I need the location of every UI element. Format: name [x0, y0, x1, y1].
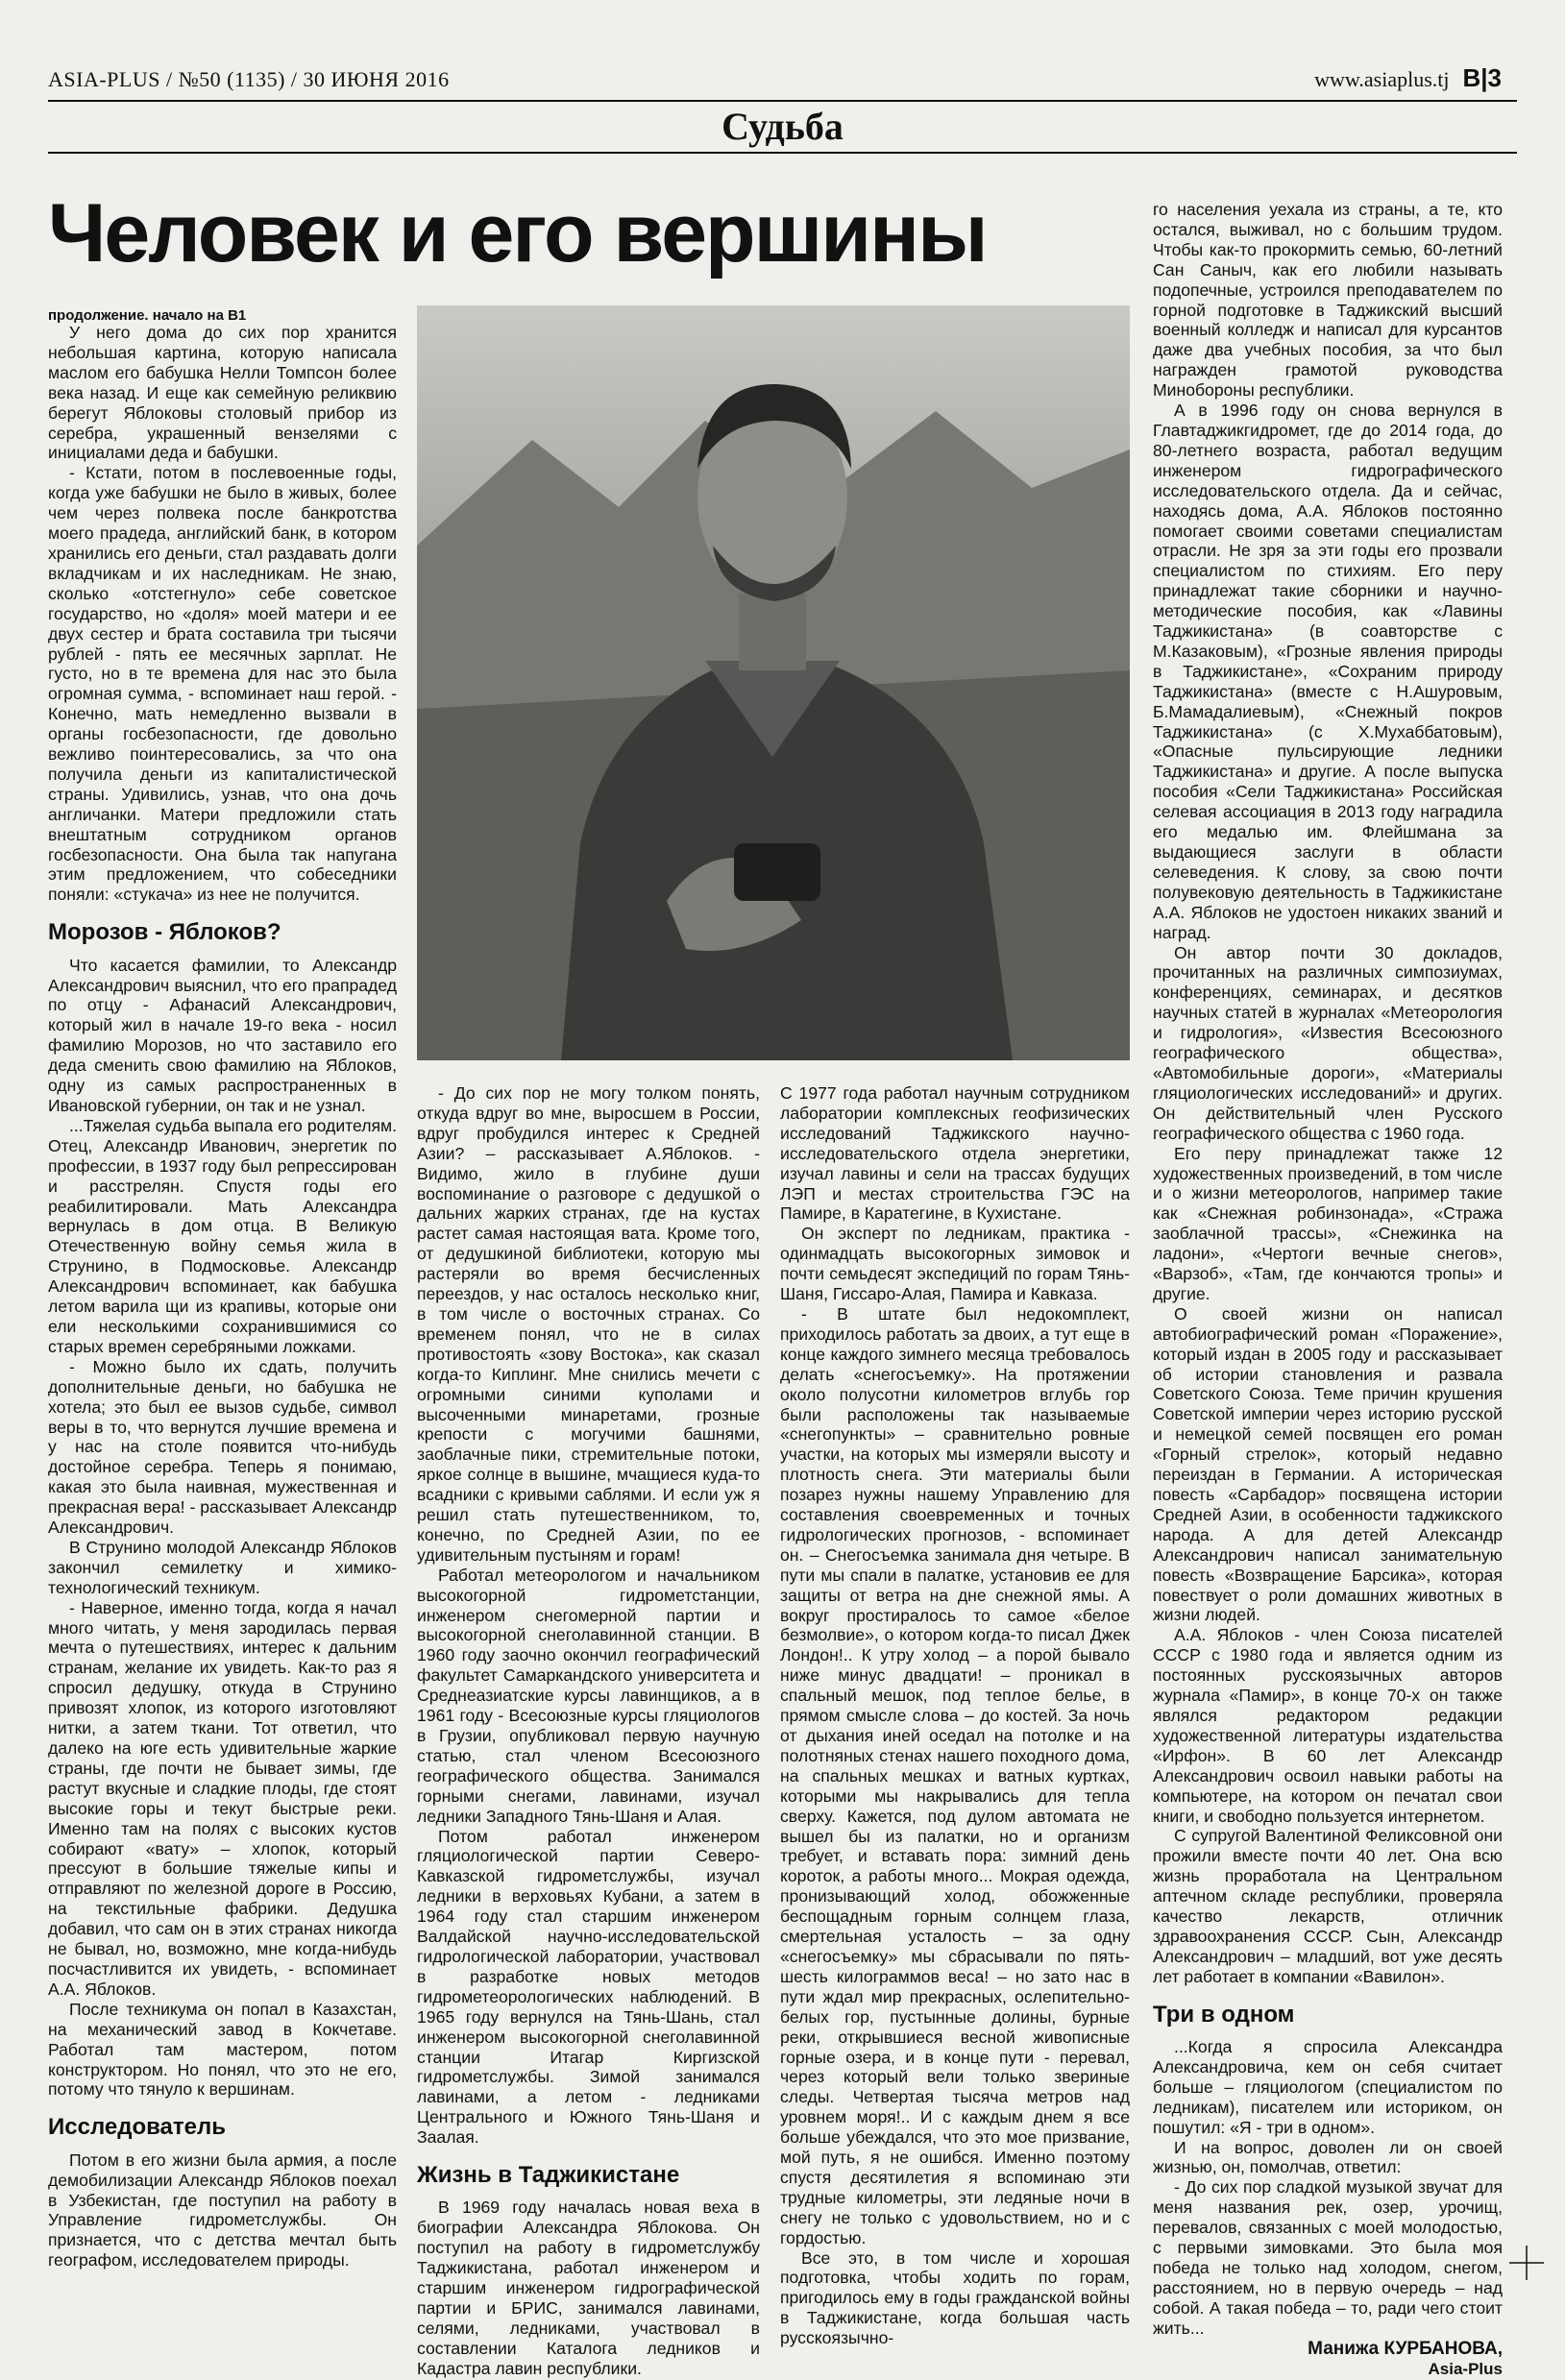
- subheading: Морозов - Яблоков?: [48, 919, 281, 946]
- paragraph: Все это, в том числе и хорошая подготовка, чтобы ходить по горам, пригодилось ему в годы гражданской войны в Таджикистане, когда большая часть русскоязычно-: [780, 2247, 1130, 2348]
- column-1: [48, 323, 397, 2271]
- paragraph: У него дома до сих пор хранится небольшая картина, которую написала маслом его бабушка Нелли Томпсон более века назад. И еще как семейную реликвию берегут Яблоковы столовый прибор из серебра, украшенный вензелями с инициалами деда и бабушки.: [48, 323, 397, 463]
- continuation-note: продолжение. начало на В1: [48, 307, 247, 324]
- paragraph: - Кстати, потом в послевоенные годы, когда уже бабушки не было в живых, более чем через полвека после банкротства моего прадеда, английский банк, в котором хранились его деньги, стал раздавать долги вкладчикам и их наследникам. Не знаю, сколько «отстегнуло» себе советское государство, но «доля» моей матери и ее двух сестер и брата составила три тысячи рублей - пять ее месячных зарплат. Не густо, но в те времена для нас это была огромная сумма, - вспоминает наш герой. - Конечно, мать немедленно вызвали в органы госбезопасности, где довольно вежливо поинтересовались, за что она получила деньги из капиталистической страны. Удивились, узнав, что она дочь англичанки. Матери предложили стать внештатным сотрудником органов госбезопасности. Она была так напугана этим предложением, что собеседники поняли: «стукача» из нее не получится.: [48, 463, 397, 905]
- paragraph: Он автор почти 30 докладов, прочитанных на различных симпозиумах, конференциях, семинарах, и десятков научных статей в журналах «Метеорология и гидрология», «Известия Всесоюзного географического общества», «Автомобильные дороги», «Материалы гляциологических исследований» и других. Он действительный член Русского географического общества с 1960 года.: [1153, 942, 1503, 1143]
- paragraph: го населения уехала из страны, а те, кто остался, выживал, но с большим трудом. Чтобы как-то прокормить семью, 60-летний Сан Саныч, как его любили называть подопечные, устроился преподавателем по горной подготовке в Таджикский высший военный колледж и написал для курсантов даже два учебных пособия, за что был награжден грамотой руководства Минобороны республики.: [1153, 200, 1503, 401]
- site-url[interactable]: www.asiaplus.tj: [1314, 67, 1450, 91]
- portrait-illustration: [417, 305, 1130, 1060]
- registration-mark-icon: [1509, 2246, 1544, 2280]
- paragraph: ...Тяжелая судьба выпала его родителям. Отец, Александр Иванович, энергетик по профессии, в 1937 году был репрессирован и расстрелян. Спустя годы его реабилитировали. Мать Александра вернулась в дом отца. В Великую Отечественную войну семья жила в Струнино, в Подмосковье. Александр Александрович вспоминает, как бабушка летом варила щи из крапивы, которые они ели несколькими сохранившимися со старых времен серебряными ложками.: [48, 1115, 397, 1356]
- subheading: Исследователь: [48, 2114, 227, 2141]
- paragraph: После техникума он попал в Казахстан, на механический завод в Кокчетаве. Работал там мастером, потом конструктором. Но понял, что это не его, потому что тянуло к вершинам.: [48, 1999, 397, 2100]
- paragraph: - До сих пор не могу толком понять, откуда вдруг во мне, выросшем в России, вдруг пробудился интерес к Средней Азии? – рассказывает А.Яблоков. - Видимо, жило в глубине души воспоминание о разговоре с дедушкой о дальних жарких странах, где на кустах растет самая настоящая вата. Кроме того, от дедушкиной библиотеки, которую мы растеряли во время бесчисленных переездов, у нас осталось несколько книг, в том числе о восточных странах. Со временем понял, что не в силах противостоять «зову Востока», как сказал когда-то Киплинг. Мне снились мечети с огромными синими куполами и высоченными минаретами, грозные крепости с могучими башнями, заоблачные пики, стремительные потоки, яркое солнце в вышине, мчащиеся куда-то всадники с кривыми саблями. И если уж я решил стать путешественником, то, конечно, по Средней Азии, по ее удивительным пустыням и горам!: [417, 1083, 760, 1565]
- author-signature: Манижа КУРБАНОВА,: [1308, 2338, 1503, 2359]
- issue-info: ASIA-PLUS / №50 (1135) / 30 ИЮНЯ 2016: [48, 67, 450, 91]
- paragraph: - Можно было их сдать, получить дополнительные деньги, но бабушка не хотела; это был ее вызов судьбе, символ веры в то, что вернутся лучшие времена и у нас на столе появится что-нибудь достойное серебра. Теперь я понимаю, какая это была наивная, мужественная и прекрасная вера! - рассказывает Александр Александрович.: [48, 1356, 397, 1538]
- paragraph: Потом в его жизни была армия, а после демобилизации Александр Яблоков поехал в Узбекистан, где поступил на работу в Управление гидрометслужбы. Он признается, что с детства мечтал быть географом, исследователем природы.: [48, 2149, 397, 2271]
- paragraph: С супругой Валентиной Феликсовной они прожили вместе почти 40 лет. Она всю жизнь проработала на Центральном аптечном складе республики, проверяла качество лекарств, отличник здравоохранения СССР. Сын, Александр Александрович – младший, вот уже десять лет работает в компании «Вавилон».: [1153, 1826, 1503, 1986]
- paragraph: О своей жизни он написал автобиографический роман «Поражение», который издан в 2005 году и рассказывает об истории становления и развала Советского Союза. Теме причин крушения Советской империи через историю русской и немецкой семей посвящен его роман «Горный стрелок», который недавно переиздан в Германии. А историческая повесть «Сарбадор» посвящена истории Средней Азии, в особенности таджикского народа. А для детей Александр Александрович написал занимательную повесть «Возвращение Барсика», которая повествует о роли домашних животных в жизни людей.: [1153, 1303, 1503, 1625]
- paragraph: ...Когда я спросила Александра Александровича, кем он себя считает больше – гляциологом (специалистом по ледникам), писателем или историком, он пошутил: «Я - три в одном».: [1153, 2037, 1503, 2137]
- paragraph: - В штате был недокомплект, приходилось работать за двоих, а тут еще в конце каждого зимнего месяца требовалось делать «снегосъемку». На протяжении около полусотни километров вглубь гор были расположены так называемые «снегопункты» – сравнительно ровные участки, на которых мы измеряли высоту и плотность снега. Эти материалы были позарез нужны нашему Управлению для составления своевременных и точных гидрологических прогнозов, - вспоминает он. – Снегосъемка занимала дня четыре. В пути мы спали в палатке, установив ее для защиты от ветра на дне снежной ямы. А вокруг простиралось то самое «белое безмолвие», о котором когда-то писал Джек Лондон!.. К утру холод – а порой бывало ниже минус двадцати! – проникал в спальный мешок, под теплое белье, в прямом смысле слова – до костей. За ночь от дыхания иней оседал на потолке и на полотняных стенах нашего походного дома, на спальных мешках и ватных куртках, которыми мы накрывались для тепла сверху. Кажется, под дулом автомата не вышел бы из палатки, но и организм требует, и вставать пора: зимний день короток, а работы много... Мокрая одежда, пронизывающий холод, обожженные беспощадным горным солнцем глаза, смертельная усталость – за одну «снегосъемку» мы сбрасывали по пять-шесть килограммов веса! – но зато нас в пути ждал мир прекрасных, ослепительно-белых гор, пустынные долины, бурные реки, открывшиеся весной живописные горные озера, и в конце пути - перевал, через который вели только звериные следы. Четвертая тысяча метров над уровнем моря!.. И с каждым днем я все больше убеждался, что это мое призвание, мой путь, я не ошибся. Именно поэтому спустя десятилетия я вспоминаю эти трудные километры, эти ледяные ночи в снегу не только с удовольствием, но и с гордостью.: [780, 1303, 1130, 2247]
- subheading: Жизнь в Таджикистане: [417, 2162, 680, 2189]
- paragraph: И на вопрос, доволен ли он своей жизнью, он, помолчав, ответил:: [1153, 2137, 1503, 2177]
- column-3: [780, 1083, 1130, 2348]
- column-4: [1153, 200, 1503, 2380]
- header-right: [1314, 63, 1502, 93]
- paragraph: Его перу принадлежат также 12 художественных произведений, в том числе и о жизни метеорологов, например такие как «Снежная робинзонада», «Стража заоблачной трассы», «Снежинка на ладони», «Чертоги вечные снегов», «Варзоб», «Там, где кончаются тропы» и другие.: [1153, 1143, 1503, 1303]
- header-rule-bottom: [48, 152, 1517, 154]
- column-2: [417, 1083, 760, 2379]
- article-title: Человек и его вершины: [48, 187, 987, 279]
- paragraph: Что касается фамилии, то Александр Александрович выяснил, что его прапрадед по отцу - Афанасий Александрович, который жил в начале 19-го века - носил фамилию Морозов, но что заставило его деда сменить свою фамилию на Яблоков, одну из самых распространенных в Ивановской губернии, он так и не узнал.: [48, 955, 397, 1116]
- portrait-photo: [417, 305, 1130, 1060]
- page-number: B|3: [1462, 63, 1502, 92]
- paragraph: А.А. Яблоков - член Союза писателей СССР с 1980 года и является одним из постоянных русскоязычных авторов журнала «Памир», в конце 70-х он также являлся редактором редакции художественной литературы издательства «Ирфон». В 60 лет Александр Александрович освоил навыки работы на компьютере, на котором он печатал свои книги, и свободно пользуется интернетом.: [1153, 1625, 1503, 1826]
- paragraph: - Наверное, именно тогда, когда я начал много читать, у меня зародилась первая мечта о путешествиях, интерес к дальним странам, желание их увидеть. Как-то раз я спросил дедушку, откуда в Струнино привозят хлопок, из которого изготовляют нитки, а затем ткани. Тот ответил, что далеко на юге есть удивительные жаркие страны, где почти не бывает зимы, где растут вкусные и сладкие плоды, где стоят высокие горы и текут быстрые реки. Именно там на полях с высоких кустов собирают «вату» – хлопок, который прессуют в большие тяжелые кипы и отправляют по железной дороге в Россию, на текстильные фабрики. Дедушка добавил, что сам он в этих странах никогда не бывал, но, возможно, мне когда-нибудь посчастливится их увидеть, - вспоминает А.А. Яблоков.: [48, 1597, 397, 1999]
- header-rule-top: [48, 100, 1517, 102]
- paragraph: С 1977 года работал научным сотрудником лаборатории комплексных геофизических исследований Таджикского научно-исследовательского отдела энергетики, изучал лавины и сели на трассах будущих ЛЭП и местах строительства ГЭС на Памире, в Каратегине, в Кухистане.: [780, 1083, 1130, 1224]
- paragraph: В 1969 году началась новая веха в биографии Александра Яблокова. Он поступил на работу в гидрометслужбу Таджикистана, работал инженером и старшим инженером гидрографической партии и БРИС, занимался лавинами, селями, ледниками, участвовал в составлении Каталога ледников и Кадастра лавин республики.: [417, 2198, 760, 2378]
- subheading: Три в одном: [1153, 2001, 1295, 2028]
- paragraph: А в 1996 году он снова вернулся в Главтаджикгидромет, где до 2014 года, до 80-летнего возраста, работал ведущим инженером гидрографического исследовательского отдела. Да и сейчас, находясь дома, А.А. Яблоков постоянно помогает своими советами специалистам отрасли. Не зря за эти годы его прозвали специалистом по стихиям. Его перу принадлежат такие сборники и научно-методические пособия, как «Лавины Таджикистана» (в соавторстве с М.Казаковым), «Грозные явления природы в Таджикистане», «Сохраним природу Таджикистана» (вместе с Н.Ашуровым, Б.Мамадалиевым), «Снежный покров Таджикистана» (с Х.Мухаббатовым), «Опасные пульсирующие ледники Таджикистана» и другие. А после выпуска пособия «Сели Таджикистана» Российская селевая ассоциация в 2013 году наградила его медалью им. Флейшмана за выдающиеся заслуги в области селеведения. К слову, за свою почти полувековую деятельность в Таджикистане А.А. Яблоков не удостоен никаких званий и наград.: [1153, 401, 1503, 942]
- author-source: Asia-Plus: [1428, 2359, 1503, 2378]
- paragraph: - До сих пор сладкой музыкой звучат для меня названия рек, озер, урочищ, перевалов, связанных с моей молодостью, с первыми зимовками. Это была моя победа не только над холодом, снегом, расстоянием, но в первую очередь – над собой. А такая победа – то, ради чего стоит жить...: [1153, 2177, 1503, 2338]
- rubric: Судьба: [721, 105, 844, 148]
- paragraph: Потом работал инженером гляциологической партии Северо-Кавказской гидрометслужбы, изучал ледники в верховьях Кубани, а затем в 1964 году стал старшим инженером Валдайской научно-исследовательской гидрологической лаборатории, участвовал в разработке новых методов гидрометеорологических наблюдений. В 1965 году вернулся на Тянь-Шань, стал инженером высокогорной снеголавинной станции Итагар Киргизской гидрометслужбы. Зимой занимался лавинами, а летом - ледниками Центрального и Южного Тянь-Шаня и Заалая.: [417, 1826, 760, 2148]
- paragraph: В Струнино молодой Александр Яблоков закончил семилетку и химико-технологический техникум.: [48, 1537, 397, 1597]
- paragraph: Работал метеорологом и начальником высокогорной гидрометстанции, инженером снегомерной партии и высокогорной снеголавинной станции. В 1960 году заочно окончил географический факультет Самаркандского университета и Среднеазиатские курсы лавинщиков, а в 1961 году - Всесоюзные курсы гляциологов в Грузии, опубликовал первую научную статью, стал членом Всесоюзного географического общества. Занимался горными снегами, лавинами, изучал ледники Западного Тянь-Шаня и Алая.: [417, 1565, 760, 1826]
- paragraph: Он эксперт по ледникам, практика - одинмадцать высокогорных зимовок и почти семьдесят экспедиций по горам Тянь-Шаня, Гиссаро-Алая, Памира и Кавказа.: [780, 1224, 1130, 1304]
